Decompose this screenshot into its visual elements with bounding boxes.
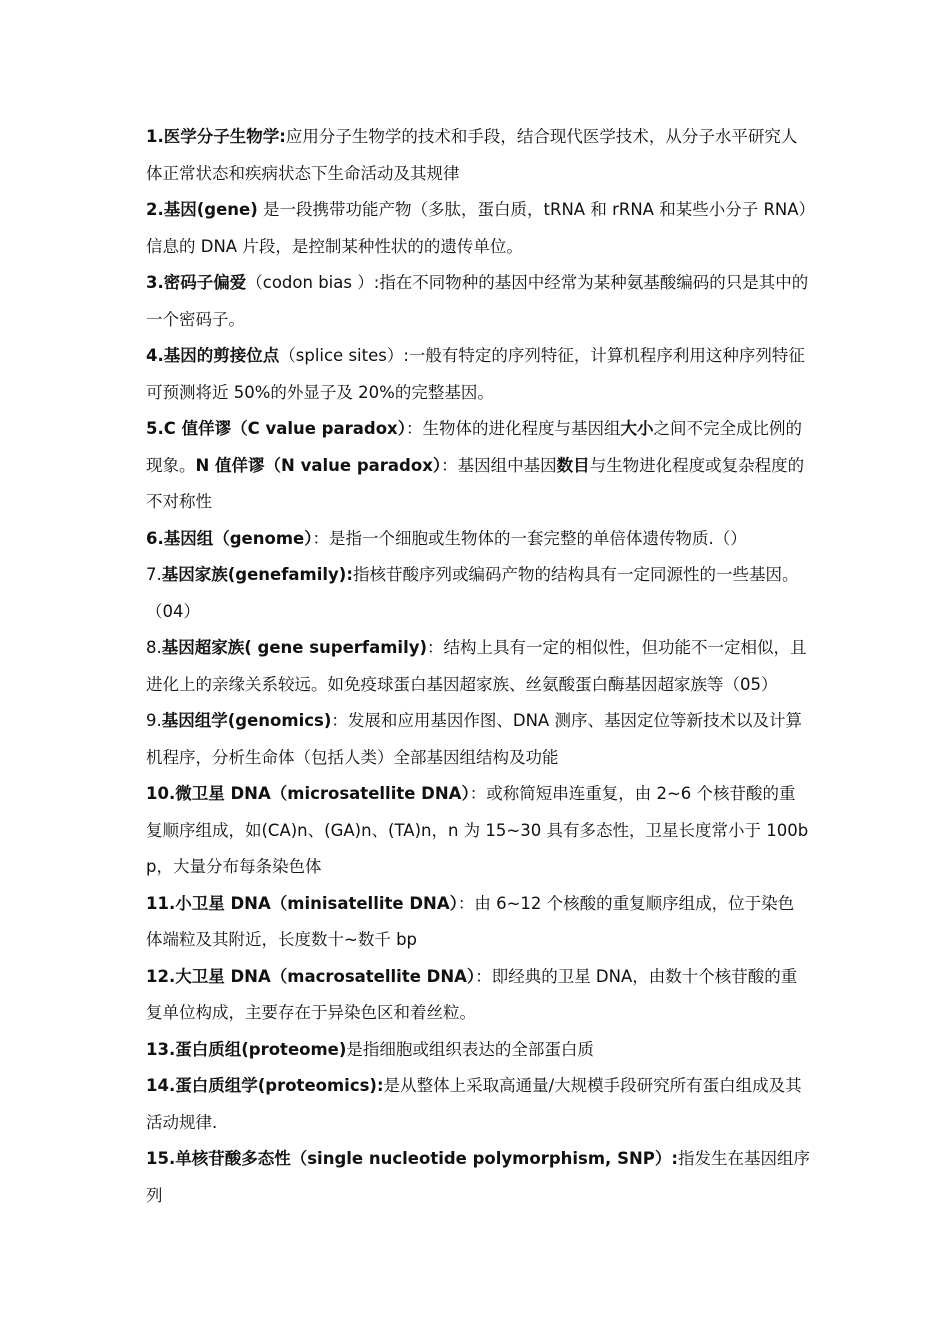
entry-13	[146, 1032, 810, 1069]
entry-number: 4.	[146, 346, 164, 365]
entry-definition: （splice sites）:一般有特定的序列特征，计算机程序利用这种序列特征可预测将近 50%的外显子及 20%的完整基因。	[146, 346, 805, 402]
emphasis-text: 数目	[556, 455, 590, 475]
entry-definition: 与生物进化程度或复杂程度的不对称性	[146, 455, 805, 511]
entry-7	[146, 557, 810, 630]
entry-term: 蛋白质组(proteome)	[175, 1039, 347, 1059]
entry-term: 微卫星 DNA（microsatellite DNA）	[175, 784, 470, 803]
entry-term: 基因超家族( gene superfamily)	[161, 638, 428, 657]
entry-definition: （codon bias ）:指在不同物种的基因中经常为某种氨基酸编码的只是其中的一个密码子。	[146, 273, 809, 329]
entry-number: 10.	[146, 784, 176, 803]
entry-15	[146, 1141, 810, 1214]
entry-1	[146, 119, 810, 192]
entry-term: 密码子偏爱	[163, 273, 247, 292]
entry-number: 6.	[146, 528, 164, 548]
entry-number: 9.	[146, 711, 162, 730]
entry-term: 基因组学(genomics)	[161, 711, 332, 730]
entry-number: 5.	[146, 419, 164, 438]
entry-term: 单核苷酸多态性（single nucleotide polymorphism, SNP）:	[175, 1149, 678, 1168]
entry-6	[146, 521, 810, 558]
entry-term: C 值佯谬（C value paradox）	[163, 419, 406, 438]
entry-definition: 指发生在基因组序列	[146, 1149, 810, 1205]
entry-term: 基因(gene)	[163, 200, 258, 219]
entry-definition: 指核苷酸序列或编码产物的结构具有一定同源性的一些基因。（04）	[146, 565, 799, 621]
entry-14	[146, 1068, 810, 1141]
entry-number: 1.	[146, 127, 164, 146]
entry-definition: ：是指一个细胞或生物体的一套完整的单倍体遗传物质.（）	[312, 528, 747, 548]
entry-definition: ：即经典的卫星 DNA，由数十个核苷酸的重复单位构成，主要存在于异染色区和着丝粒。	[146, 966, 798, 1022]
entry-term: 大卫星 DNA（macrosatellite DNA）	[175, 966, 476, 986]
entry-number: 7.	[146, 565, 162, 584]
entry-term-secondary: N 值佯谬（N value paradox）	[195, 455, 442, 475]
entry-number: 13.	[146, 1039, 176, 1059]
entry-term: 基因的剪接位点	[163, 346, 280, 365]
entry-term: 小卫星 DNA（minisatellite DNA）	[175, 893, 458, 913]
entry-11	[146, 886, 810, 959]
entry-definition: ：由 6~12 个核酸的重复顺序组成，位于染色体端粒及其附近，长度数十~数千 bp	[146, 893, 795, 949]
entry-definition: ：结构上具有一定的相似性，但功能不一定相似，且进化上的亲缘关系较远。如免疫球蛋白基因超家族、丝氨酸蛋白酶基因超家族等（05）	[146, 638, 807, 694]
entry-number: 3.	[146, 273, 164, 292]
entry-number: 15.	[146, 1149, 176, 1168]
entry-definition: ：生物体的进化程度与基因组	[405, 419, 621, 438]
entry-10	[146, 776, 810, 886]
entry-number: 8.	[146, 638, 162, 657]
entry-12	[146, 959, 810, 1032]
entry-definition: ：或称简短串连重复，由 2~6 个核苷酸的重复顺序组成，如(CA)n、(GA)n、(TA)n，n 为 15~30 具有多态性，卫星长度常小于 100bp，大量分布每条染色体	[146, 784, 809, 876]
entry-2	[146, 192, 810, 265]
entry-number: 14.	[146, 1076, 176, 1095]
emphasis-text: 大小	[620, 419, 654, 438]
entry-term: 蛋白质组学(proteomics):	[175, 1076, 384, 1095]
entry-5	[146, 411, 810, 521]
entry-definition: 是从整体上采取高通量/大规模手段研究所有蛋白组成及其活动规律.	[146, 1076, 802, 1132]
entry-definition: 应用分子生物学的技术和手段，结合现代医学技术，从分子水平研究人体正常状态和疾病状态下生命活动及其规律	[146, 127, 798, 183]
entry-term: 基因组（genome）	[163, 528, 313, 548]
entry-definition: ：发展和应用基因作图、DNA 测序、基因定位等新技术以及计算机程序，分析生命体（包括人类）全部基因组结构及功能	[146, 711, 802, 767]
entry-definition: 是指细胞或组织表达的全部蛋白质	[346, 1039, 594, 1059]
entry-definition: 之间不完全成比例的现象。	[146, 419, 802, 475]
entry-definition: ：基因组中基因	[441, 455, 557, 475]
entry-term: 基因家族(genefamily):	[161, 565, 353, 584]
entry-3	[146, 265, 810, 338]
entry-number: 11.	[146, 893, 176, 913]
entry-number: 2.	[146, 200, 164, 219]
entry-9	[146, 703, 810, 776]
entry-term: 医学分子生物学:	[163, 127, 286, 146]
entry-8	[146, 630, 810, 703]
entry-number: 12.	[146, 966, 176, 986]
entry-4	[146, 338, 810, 411]
entry-definition: 是一段携带功能产物（多肽，蛋白质，tRNA 和 rRNA 和某些小分子 RNA）信息的 DNA 片段，是控制某种性状的的遗传单位。	[146, 200, 807, 256]
